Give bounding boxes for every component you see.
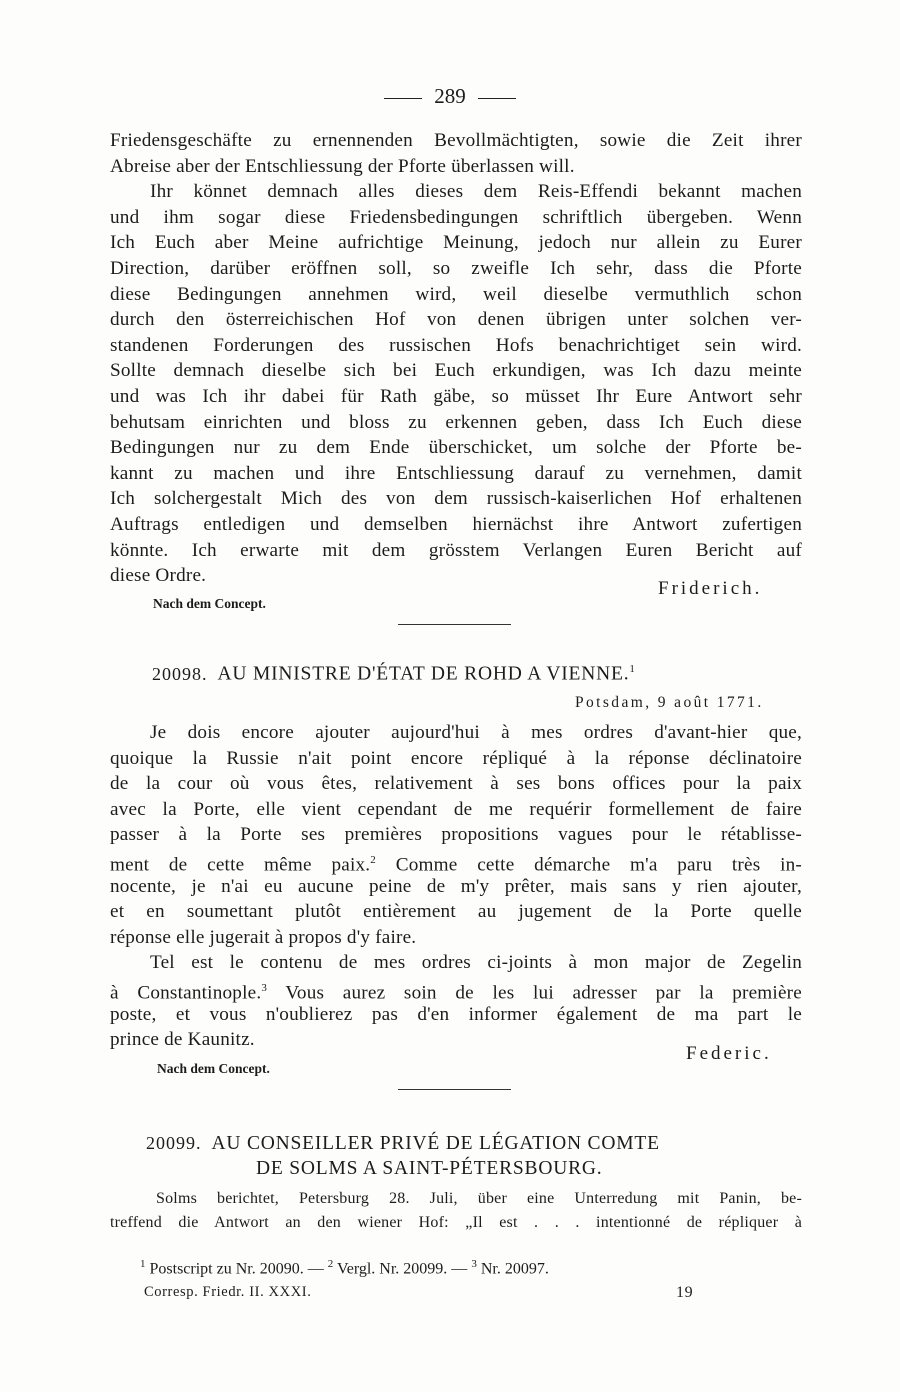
text-line: kannt zu machen und ihre Entschliessung darauf zu vernehmen, damit [110, 462, 802, 484]
text-segment: ment de cette même paix. [110, 854, 371, 876]
text-line: quoique la Russie n'ait point encore répliqué à la réponse déclinatoire [110, 747, 802, 769]
source-note: Nach dem Concept. [153, 596, 266, 611]
footnote-number: 3 [471, 1258, 477, 1270]
footnote-ref: 2 [370, 853, 376, 866]
text-line: Friedensgeschäfte zu ernennenden Bevollmächtigten, sowie die Zeit ihrer [110, 130, 802, 151]
text-line: réponse elle jugerait à propos d'y faire. [110, 926, 417, 948]
text-line: de la cour où vous êtes, relativement à ses bons offices pour la paix [110, 773, 802, 795]
letter-heading [152, 663, 636, 686]
text-line: Tel est le contenu de mes ordres ci-joints à mon major de Zegelin [150, 952, 802, 974]
text-line [110, 848, 802, 874]
text-line: poste, et vous n'oublierez pas d'en informer également de ma part le [110, 1003, 802, 1025]
text-line: Je dois encore ajouter aujourd'hui à mes ordres d'avant-hier que, [150, 722, 802, 743]
text-line: et en soumettant plutôt entièrement au jugement de la Porte quelle [110, 901, 802, 923]
text-line: und was Ich ihr dabei für Rath gäbe, so müsset Ihr Eure Antwort sehr [110, 385, 802, 407]
footnote-number: 1 [140, 1258, 146, 1270]
letter-prev-body [110, 128, 802, 589]
text-line: Abreise aber der Entschliessung der Pforte überlassen will. [110, 155, 575, 177]
text-segment: Vous aurez soin de les lui adresser par la première [285, 982, 802, 1004]
text-line: Bedingungen nur zu dem Ende überschicket, um solche der Pforte be- [110, 437, 802, 459]
text-line: Ihr könnet demnach alles dieses dem Reis-Effendi bekannt machen [150, 181, 802, 203]
letter-20098-body [110, 720, 802, 1053]
letter-title: AU CONSEILLER PRIVÉ DE LÉGATION COMTE [211, 1133, 660, 1154]
letter-summary [110, 1187, 802, 1235]
text-line: nocente, je n'ai eu aucune peine de m'y prêter, mais sans y rien ajouter, [110, 875, 802, 897]
page-number-text: 289 [434, 84, 466, 108]
text-line: passer à la Porte ses premières propositions vagues pour le rétablisse- [110, 824, 802, 846]
summary-line: Solms berichtet, Petersburg 28. Juli, über eine Unterredung mit Panin, be- [156, 1190, 802, 1207]
text-line: und ihm sogar diese Friedensbedingungen schriftlich übergeben. Wenn [110, 206, 802, 228]
text-line: Direction, darüber eröffnen soll, so zweifle Ich sehr, dass die Pforte [110, 257, 802, 279]
signature: Friderich. [658, 578, 763, 599]
text-line: avec la Porte, elle vient cependant de me requérir formellement de faire [110, 798, 802, 820]
footnote-text: Vergl. Nr. 20099. — [336, 1260, 468, 1278]
section-divider [398, 624, 511, 625]
text-line: Ich solchergestalt Mich des von dem russisch-kaiserlichen Hof erhaltenen [110, 488, 802, 510]
footnotes [140, 1258, 760, 1278]
summary-line: treffend die Antwort an den wiener Hof: „Il est . . . intentionné de répliquer à [110, 1214, 802, 1231]
section-divider [398, 1089, 511, 1090]
text-line: Ich Euch aber Meine aufrichtige Meinung, jedoch nur allein zu Eurer [110, 232, 802, 254]
signature-mark: 19 [676, 1284, 694, 1301]
footnote-text: Postscript zu Nr. 20090. — [149, 1260, 324, 1278]
text-line: diese Ordre. [110, 565, 207, 587]
source-note: Nach dem Concept. [157, 1061, 270, 1076]
text-segment: à Constantinople. [110, 982, 262, 1004]
dateline: Potsdam, 9 août 1771. [575, 694, 764, 711]
text-line [110, 976, 802, 1002]
text-line: standenen Forderungen des russischen Hofs benachrichtiget sein wird. [110, 334, 802, 356]
text-line: durch den österreichischen Hof von denen übrigen unter solchen ver- [110, 309, 802, 331]
letter-number: 20099. [146, 1133, 202, 1153]
letter-heading [146, 1133, 660, 1155]
footnote-text: Nr. 20097. [480, 1260, 549, 1278]
signature: Federic. [686, 1043, 772, 1064]
volume-reference: Corresp. Friedr. II. XXXI. [144, 1284, 312, 1300]
footnote-number: 2 [327, 1258, 334, 1270]
text-line: könnte. Ich erwarte mit dem grösstem Verlangen Euren Bericht auf [110, 539, 802, 561]
page-number-rule-right [478, 98, 516, 99]
text-line: Sollte demnach dieselbe sich bei Euch erkundigen, was Ich dazu meinte [110, 360, 802, 382]
letter-number: 20098. [152, 663, 208, 684]
page-number [0, 84, 900, 109]
text-line: diese Bedingungen annehmen wird, weil dieselbe vermuthlich schon [110, 283, 802, 305]
text-line: prince de Kaunitz. [110, 1029, 255, 1051]
text-segment: Comme cette démarche m'a paru très in- [395, 854, 803, 876]
letter-title-line2: DE SOLMS A SAINT-PÉTERSBOURG. [256, 1158, 603, 1179]
footnote-ref: 1 [629, 663, 636, 675]
footnote-ref: 3 [261, 981, 268, 994]
text-line: Auftrags entledigen und demselben hiernächst ihre Antwort zufertigen [110, 513, 802, 535]
text-line: behutsam einrichten und bloss zu erkennen geben, dass Ich Euch diese [110, 411, 802, 433]
letter-title: AU MINISTRE D'ÉTAT DE ROHD A VIENNE. [217, 663, 630, 685]
page-number-rule-left [384, 98, 422, 99]
